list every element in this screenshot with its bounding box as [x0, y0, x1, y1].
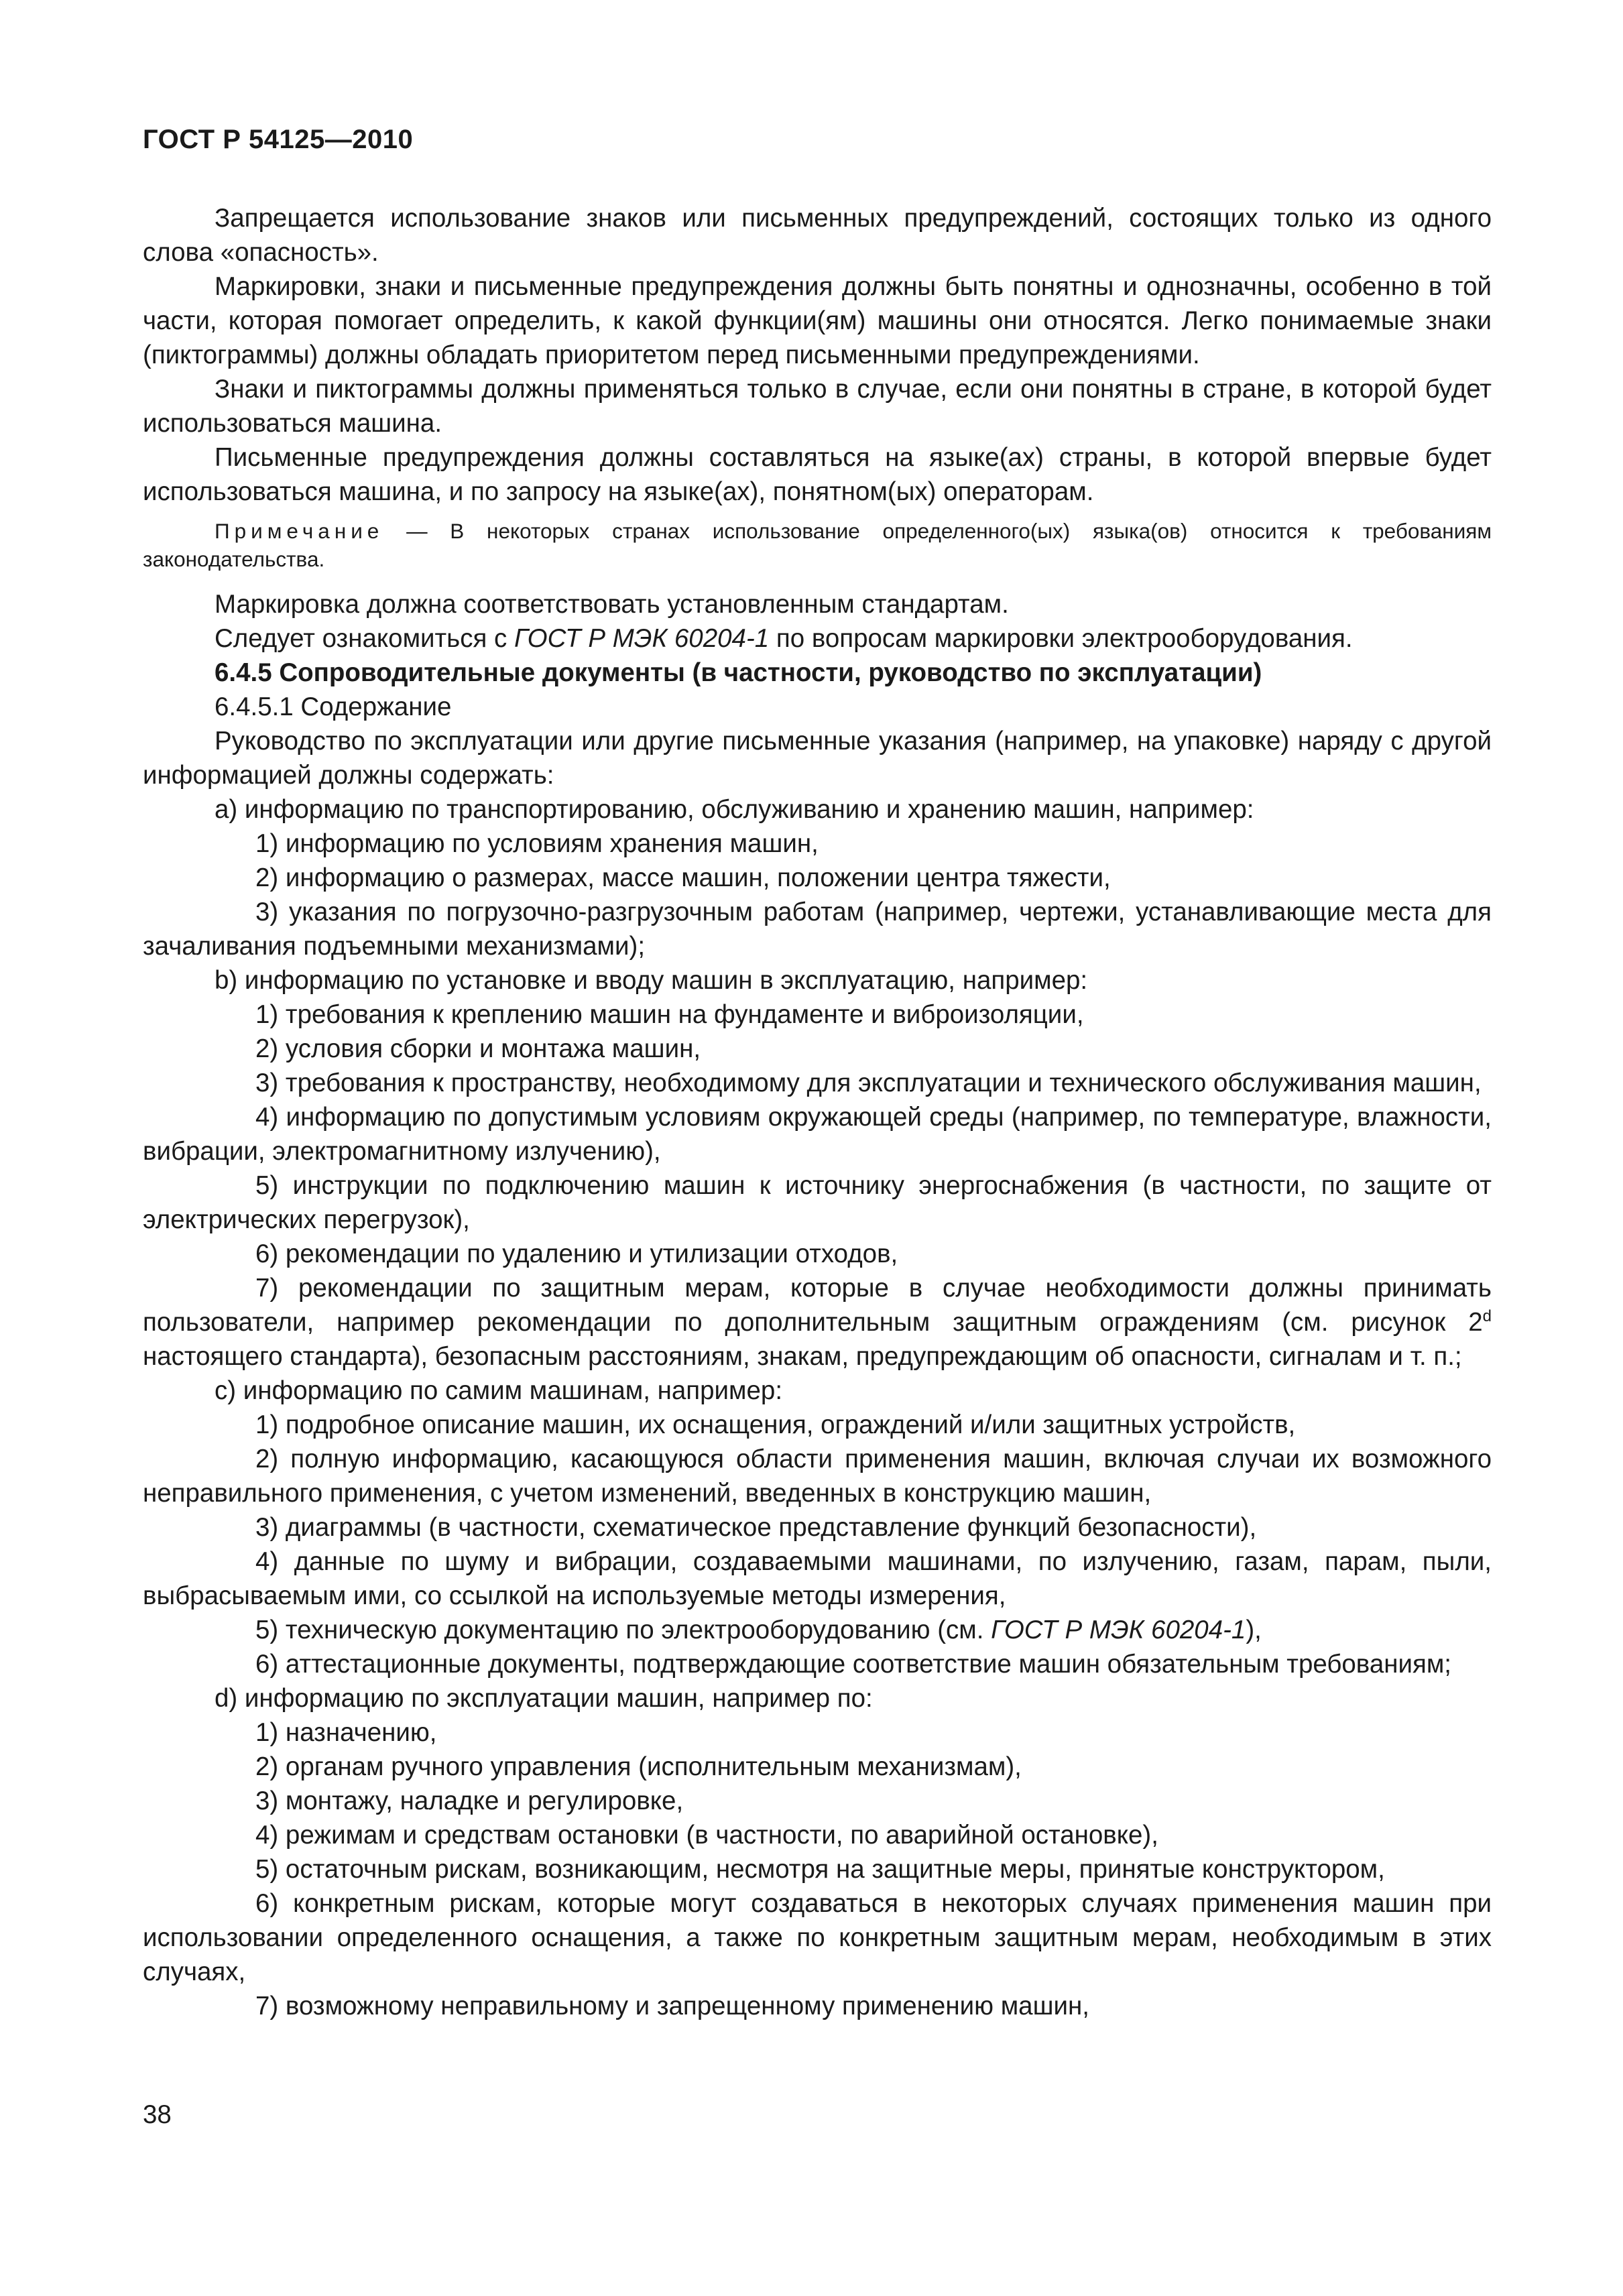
list-item: 6) конкретным рискам, которые могут создаваться в некоторых случаях применения машин при использовании определенного оснащения, а также по конкретным защитным мерам, необходимым в этих случаях, [143, 1889, 1492, 1986]
standard-header: ГОСТ Р 54125—2010 [143, 125, 414, 154]
list-item: 3) монтажу, наладке и регулировке, [255, 1787, 684, 1815]
text-span: по вопросам маркировки электрооборудования. [769, 624, 1353, 653]
list-item: 6) рекомендации по удалению и утилизации отходов, [255, 1240, 898, 1268]
section-heading: 6.4.5 Сопроводительные документы (в частности, руководство по эксплуатации) [215, 658, 1262, 687]
list-item: 4) информацию по допустимым условиям окружающей среды (например, по температуре, влажности, вибрации, электромагнитному излучению), [143, 1103, 1492, 1166]
list-item: 3) указания по погрузочно-разгрузочным работам (например, чертежи, устанавливающие места для зачаливания подъемными механизмами); [143, 898, 1492, 961]
text-span: Следует ознакомиться с [215, 624, 514, 653]
list-item [143, 1613, 1492, 1647]
text-span: 7) рекомендации по защитным мерам, которые в случае необходимости должны принимать пользователи, например рекомендации по дополнительным защитным ограждениям (см. рисунок 2 [143, 1274, 1492, 1337]
page-number: 38 [143, 2100, 172, 2129]
paragraph: Запрещается использование знаков или письменных предупреждений, состоящих только из одного слова «опасность». [143, 204, 1492, 267]
paragraph: Маркировки, знаки и письменные предупреждения должны быть понятны и однозначны, особенно в той части, которая помогает определить, к какой функции(ям) машины они относятся. Легко понимаемые знаки (пиктограммы) должны обладать приоритетом перед письменными предупреждениями. [143, 272, 1492, 369]
paragraph: Письменные предупреждения должны составляться на языке(ах) страны, в которой впервые будет использоваться машина, и по запросу на языке(ах), понятном(ых) операторам. [143, 443, 1492, 506]
note-text: — В некоторых странах использование определенного(ых) языка(ов) относится к требованиям законодательства. [143, 519, 1492, 571]
list-item [143, 1271, 1492, 1374]
paragraph [143, 621, 1492, 656]
standard-reference: ГОСТ Р МЭК 60204-1 [514, 624, 770, 653]
list-item: 5) инструкции по подключению машин к источнику энергоснабжения (в частности, по защите от электрических перегрузок), [143, 1171, 1492, 1234]
list-item: 2) информацию о размерах, массе машин, положении центра тяжести, [255, 863, 1111, 892]
list-item: d) информацию по эксплуатации машин, например по: [215, 1684, 873, 1713]
list-item: 1) подробное описание машин, их оснащения, ограждений и/или защитных устройств, [255, 1410, 1296, 1439]
list-item: 7) возможному неправильному и запрещенному применению машин, [255, 1992, 1089, 2020]
list-item: 3) диаграммы (в частности, схематическое представление функций безопасности), [255, 1513, 1257, 1542]
list-item: 1) информацию по условиям хранения машин, [255, 829, 819, 858]
list-item: 2) условия сборки и монтажа машин, [255, 1034, 701, 1063]
list-item: 4) данные по шуму и вибрации, создаваемыми машинами, по излучению, газам, парам, пыли, выбрасываемым ими, со ссылкой на используемые методы измерения, [143, 1547, 1492, 1610]
subsection-heading: 6.4.5.1 Содержание [215, 692, 452, 721]
note-label: Примечание [215, 519, 384, 543]
list-item: 5) остаточным рискам, возникающим, несмотря на защитные меры, принятые конструктором, [255, 1855, 1385, 1884]
text-span: 5) техническую документацию по электрооборудованию (см. [255, 1616, 991, 1644]
standard-reference: ГОСТ Р МЭК 60204-1 [991, 1616, 1246, 1644]
list-item: 1) назначению, [255, 1718, 437, 1747]
paragraph: Маркировка должна соответствовать установленным стандартам. [215, 590, 1009, 619]
list-item: 3) требования к пространству, необходимому для эксплуатации и технического обслуживания машин, [255, 1069, 1482, 1097]
list-item: 1) требования к креплению машин на фундаменте и виброизоляции, [255, 1000, 1084, 1029]
list-item: b) информацию по установке и вводу машин в эксплуатацию, например: [215, 966, 1088, 995]
text-span: ), [1246, 1616, 1262, 1644]
text-span: настоящего стандарта), безопасным расстояниям, знакам, предупреждающим об опасности, сигналам и т. п.; [143, 1342, 1462, 1371]
page-body [143, 201, 1492, 2023]
list-item: 2) полную информацию, касающуюся области применения машин, включая случаи их возможного неправильного применения, с учетом изменений, введенных в конструкцию машин, [143, 1445, 1492, 1508]
list-item: c) информацию по самим машинам, например: [215, 1376, 783, 1405]
list-item: 4) режимам и средствам остановки (в частности, по аварийной остановке), [255, 1821, 1158, 1850]
superscript: d [1482, 1307, 1492, 1326]
list-item: 6) аттестационные документы, подтверждающие соответствие машин обязательным требованиям; [255, 1650, 1452, 1679]
list-item: 2) органам ручного управления (исполнительным механизмам), [255, 1752, 1022, 1781]
paragraph: Знаки и пиктограммы должны применяться только в случае, если они понятны в стране, в которой будет использоваться машина. [143, 375, 1492, 438]
list-item: a) информацию по транспортированию, обслуживанию и хранению машин, например: [215, 795, 1254, 824]
paragraph: Руководство по эксплуатации или другие письменные указания (например, на упаковке) наряду с другой информацией должны содержать: [143, 727, 1492, 790]
note [143, 517, 1492, 573]
